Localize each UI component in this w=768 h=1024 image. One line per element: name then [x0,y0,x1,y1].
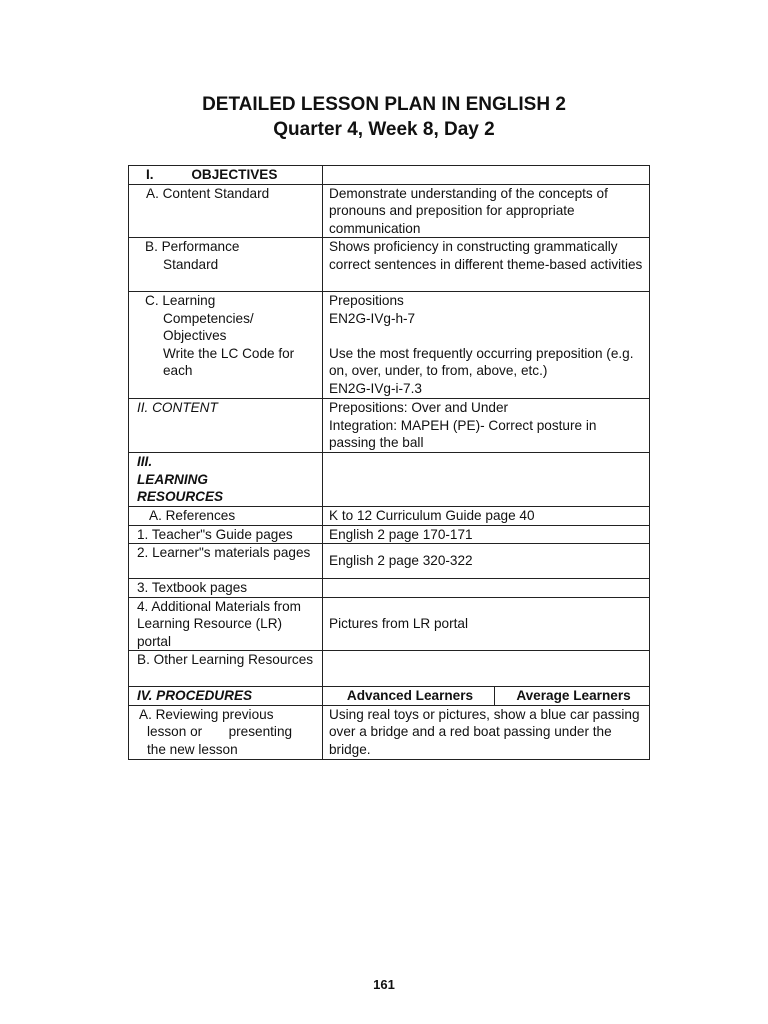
content-value [323,399,650,453]
page-number: 161 [373,977,395,992]
learning-competencies-row [129,292,650,399]
procedures-label: IV. PROCEDURES [129,687,323,706]
learning-competencies-value-line1: Prepositions [329,293,404,308]
teachers-guide-label: 1. Teacher"s Guide pages [129,525,323,544]
textbook-label: 3. Textbook pages [129,579,323,598]
teachers-guide-value: English 2 page 170-171 [323,525,650,544]
additional-materials-value: Pictures from LR portal [323,597,650,651]
objectives-header: I. OBJECTIVES [129,166,323,185]
learning-resources-label-line2: LEARNING [137,471,208,487]
other-resources-label: B. Other Learning Resources [129,651,323,687]
reviewing-label-line3: the new lesson [147,741,238,757]
reviewing-row [129,705,650,759]
learning-competencies-label-line4: Write the LC Code for each [163,345,295,378]
performance-standard-label [129,238,323,292]
content-label: II. CONTENT [129,399,323,453]
additional-materials-label: 4. Additional Materials from Learning Resource (LR) portal [129,597,323,651]
lesson-plan-table [128,165,650,760]
performance-standard-row [129,238,650,292]
learning-competencies-label [129,292,323,399]
lesson-plan-title: DETAILED LESSON PLAN IN ENGLISH 2 [202,94,566,115]
procedures-row [129,687,650,706]
learners-materials-label: 2. Learner"s materials pages [129,544,323,579]
performance-standard-value: Shows proficiency in constructing grammatically correct sentences in different theme-based activities [323,238,650,292]
learning-resources-label [129,453,323,507]
objectives-header-value [323,166,650,185]
content-standard-label: A. Content Standard [129,184,323,238]
references-label: A. References [129,507,323,526]
content-row [129,399,650,453]
learning-resources-label-line3: RESOURCES [137,489,224,504]
content-value-line2: Integration: MAPEH (PE)- Correct posture in passing the ball [329,417,597,450]
procedures-advanced-learners: Advanced Learners [323,687,495,706]
content-standard-value: Demonstrate understanding of the concepts of pronouns and preposition for appropriate communication [323,184,650,238]
other-resources-row [129,651,650,687]
learning-competencies-label-line3: Objectives [163,328,227,343]
learning-resources-value [323,453,650,507]
objectives-header-row [129,166,650,185]
lesson-plan-subtitle: Quarter 4, Week 8, Day 2 [273,119,495,140]
learning-competencies-value-line4: EN2G-IVg-i-7.3 [329,380,422,396]
references-row [129,507,650,526]
learning-resources-row [129,453,650,507]
learners-materials-value: English 2 page 320-322 [323,544,650,579]
reviewing-label [129,705,323,759]
learners-materials-row [129,544,650,579]
learning-competencies-label-line1: C. Learning [145,293,216,308]
learning-competencies-label-line2: Competencies/ [163,310,254,326]
textbook-value [323,579,650,598]
additional-materials-row [129,597,650,651]
learning-competencies-value [323,292,650,399]
references-value: K to 12 Curriculum Guide page 40 [323,507,650,526]
learning-competencies-value-line3: Use the most frequently occurring preposition (e.g. on, over, under, to from, above, etc.) [329,345,634,378]
procedures-average-learners: Average Learners [495,687,650,706]
performance-standard-label-line2: Standard [163,256,219,272]
content-standard-row [129,184,650,238]
performance-standard-label-line1: B. Performance [145,239,240,254]
textbook-row [129,579,650,598]
learning-competencies-value-line2: EN2G-IVg-h-7 [329,310,416,326]
reviewing-label-line2: lesson or presenting [147,724,293,739]
learning-resources-label-line1: III. [137,454,153,469]
reviewing-value: Using real toys or pictures, show a blue car passing over a bridge and a red boat passing under the bridge. [323,705,650,759]
other-resources-value [323,651,650,687]
content-value-line1: Prepositions: Over and Under [329,400,509,415]
teachers-guide-row [129,525,650,544]
reviewing-label-line1: A. Reviewing previous [139,706,274,722]
